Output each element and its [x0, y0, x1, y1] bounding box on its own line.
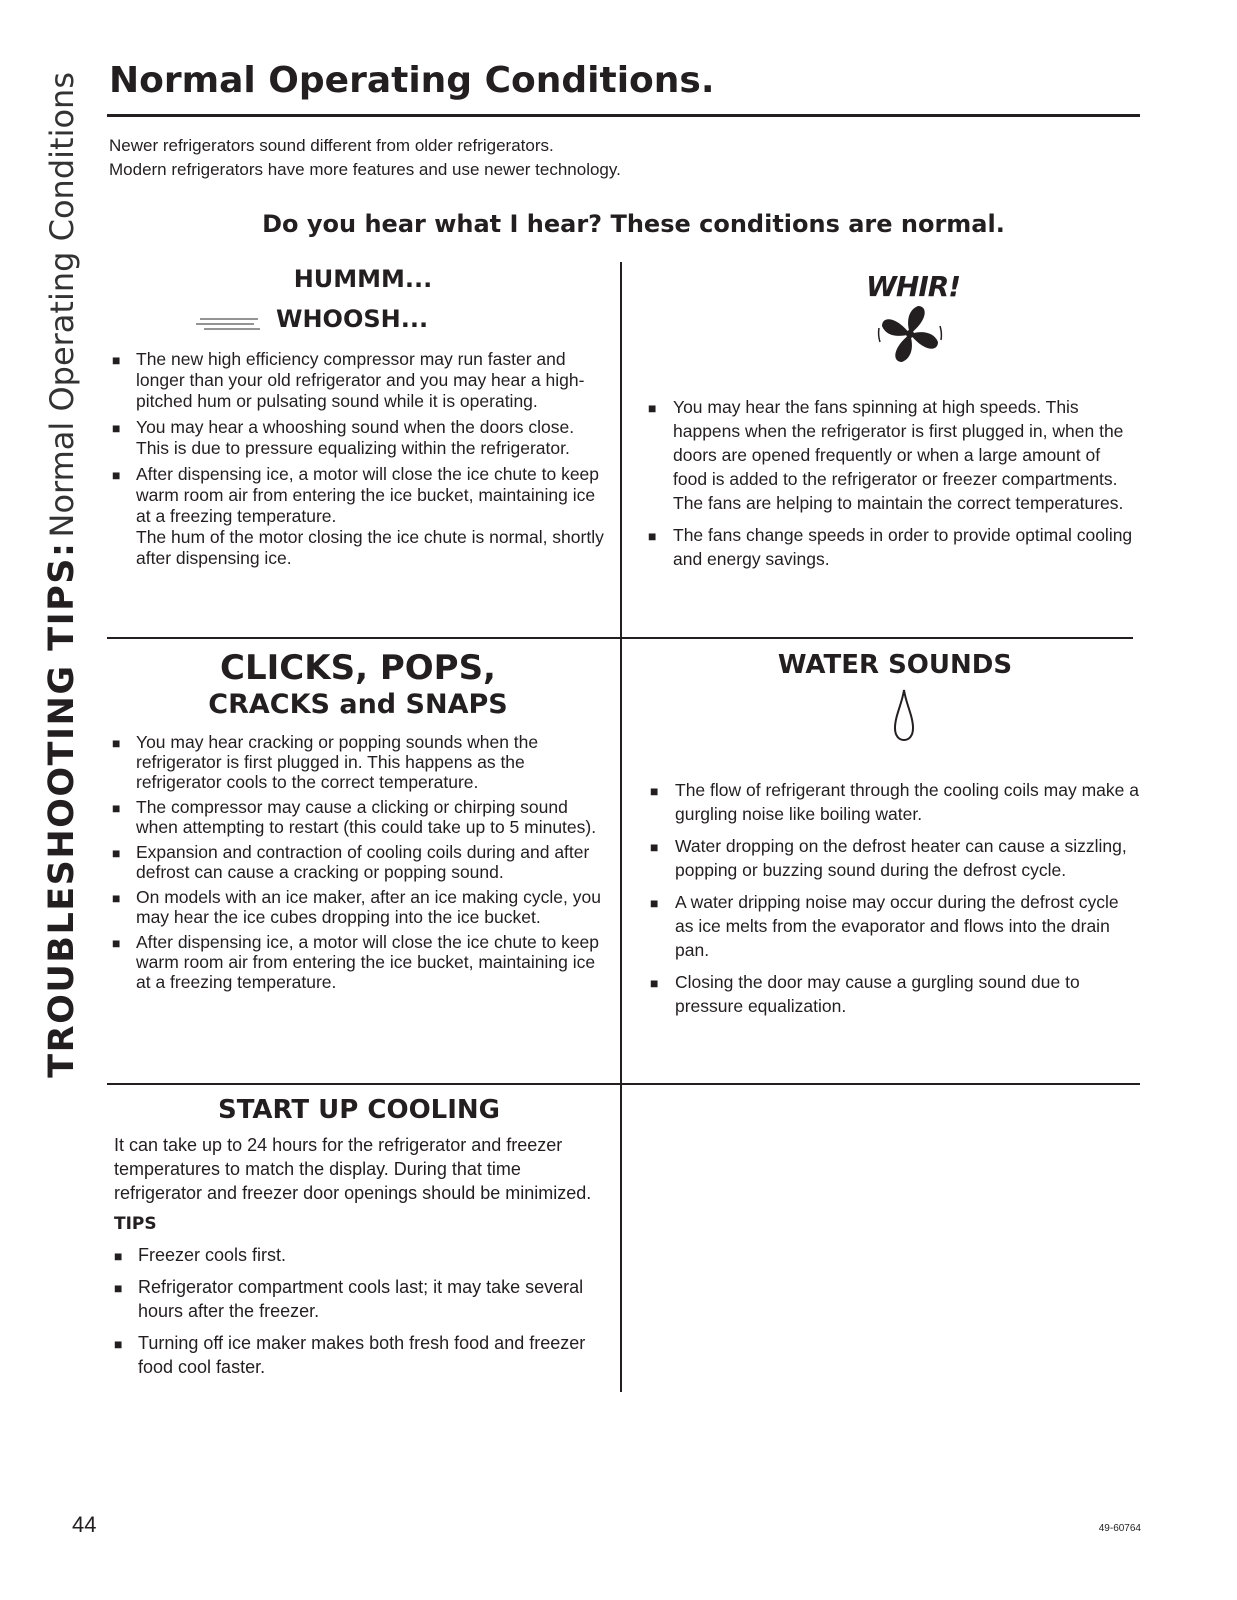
- intro-line: Modern refrigerators have more features and use newer technology.: [109, 160, 621, 179]
- intro: [109, 134, 621, 182]
- list-item: ■ You may hear the fans spinning at high speeds. This happens when the refrigerator is first plugged in, when the doors are opened frequently or when a large amount of food is added to the refrigerator or freezer compartments. The fans are helping to maintain the correct temperatures.: [648, 395, 1138, 515]
- whoosh-row: [112, 305, 604, 349]
- whir-graphic: [648, 265, 1138, 395]
- tips-list: [114, 1243, 604, 1379]
- list-item: ■ The flow of refrigerant through the cooling coils may make a gurgling noise like boiling water.: [650, 778, 1140, 826]
- list-item: ■ Closing the door may cause a gurgling sound due to pressure equalization.: [650, 970, 1140, 1018]
- title-rule: [107, 114, 1140, 117]
- list-item: ■ The new high efficiency compressor may run faster and longer than your old refrigerator and you may hear a high-pitched hum or pulsating sound while it is operating.: [112, 349, 604, 412]
- list-item: ■ After dispensing ice, a motor will close the ice chute to keep warm room air from entering the ice bucket, maintaining ice at a freezing temperature.: [112, 464, 604, 527]
- water-section: [650, 648, 1140, 1026]
- sidebar-title-bold: TROUBLESHOOTING TIPS:: [42, 541, 82, 1078]
- list-item: ■ The fans change speeds in order to provide optimal cooling and energy savings.: [648, 523, 1138, 571]
- list-item: ■ Refrigerator compartment cools last; it may take several hours after the freezer.: [114, 1275, 604, 1323]
- document-number: 49-60764: [1098, 1523, 1141, 1534]
- row-divider: [107, 1083, 1140, 1085]
- whir-section: [648, 265, 1138, 579]
- whir-list: [648, 395, 1138, 571]
- whoosh-heading: WHOOSH...: [276, 305, 429, 333]
- hum-heading: HUMMM...: [293, 265, 433, 293]
- list-item: ■ After dispensing ice, a motor will close the ice chute to keep warm room air from entering the ice bucket, maintaining ice at a freezing temperature.: [112, 932, 604, 992]
- startup-heading: START UP COOLING: [217, 1095, 501, 1125]
- fan-icon: [874, 301, 946, 367]
- list-item: ■ You may hear cracking or popping sounds when the refrigerator is first plugged in. This happens as the refrigerator cools to the correct temperature.: [112, 732, 604, 792]
- startup-text: It can take up to 24 hours for the refrigerator and freezer temperatures to match the display. During that time refrigerator and freezer door openings should be minimized.: [114, 1135, 592, 1203]
- page-number: 44: [72, 1512, 97, 1537]
- list-item: ■ A water dripping noise may occur during the defrost cycle as ice melts from the evaporator and flows into the drain pan.: [650, 890, 1140, 962]
- water-drop-icon: [892, 688, 916, 742]
- row-divider: [107, 637, 1133, 639]
- list-item: ■ Turning off ice maker makes both fresh food and freezer food cool faster.: [114, 1331, 604, 1379]
- sidebar-title-light: Normal Operating Conditions: [43, 72, 81, 538]
- column-divider: [620, 262, 622, 1392]
- list-item: ■ Water dropping on the defrost heater can cause a sizzling, popping or buzzing sound during the defrost cycle.: [650, 834, 1140, 882]
- tips-heading: TIPS: [114, 1214, 157, 1234]
- hum-section: [112, 265, 604, 569]
- clicks-subheading: CRACKS and SNAPS: [208, 689, 508, 720]
- section-subtitle: Do you hear what I hear? These conditions are normal.: [262, 210, 1005, 238]
- hum-note: The hum of the motor closing the ice chute is normal, shortly after dispensing ice.: [136, 527, 604, 568]
- whir-label: WHIR!: [866, 270, 961, 303]
- hum-list: [112, 349, 604, 527]
- clicks-list: [112, 732, 604, 992]
- list-item: ■ On models with an ice maker, after an ice making cycle, you may hear the ice cubes dropping into the ice bucket.: [112, 887, 604, 927]
- clicks-heading: CLICKS, POPS,: [220, 648, 496, 688]
- whoosh-lines-icon: [196, 315, 262, 333]
- list-item: ■ Expansion and contraction of cooling coils during and after defrost can cause a cracking or popping sound.: [112, 842, 604, 882]
- startup-section: [114, 1093, 604, 1387]
- clicks-section: [112, 648, 604, 997]
- water-heading: WATER SOUNDS: [777, 650, 1013, 680]
- page-title: Normal Operating Conditions.: [109, 60, 715, 101]
- list-item: ■ The compressor may cause a clicking or chirping sound when attempting to restart (this could take up to 5 minutes).: [112, 797, 604, 837]
- water-list: [650, 778, 1140, 1018]
- list-item: ■ You may hear a whooshing sound when the doors close. This is due to pressure equalizing within the refrigerator.: [112, 417, 604, 459]
- list-item: ■ Freezer cools first.: [114, 1243, 604, 1267]
- water-graphic: [650, 682, 1140, 778]
- intro-line: Newer refrigerators sound different from older refrigerators.: [109, 136, 554, 155]
